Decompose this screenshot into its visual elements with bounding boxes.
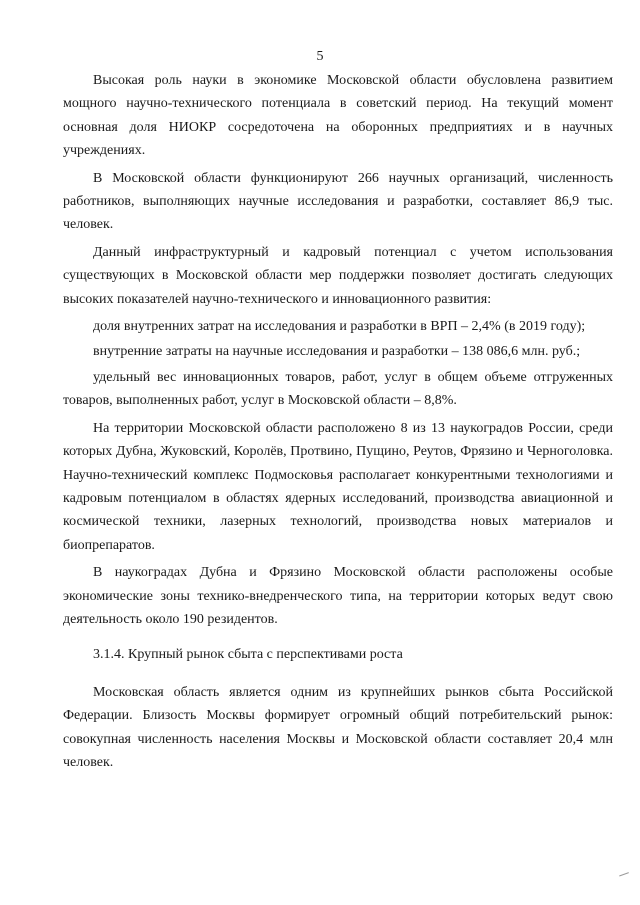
document-body [63,69,613,778]
paragraph-sales-market: Московская область является одним из крупнейших рынков сбыта Российской Федерации. Близость Москвы формирует огромный общий потребительский рынок: совокупная численность населения Москвы и Московской области составляет 20,4 млн человек. [63,684,613,770]
paragraph-innovative-goods-share: удельный вес инновационных товаров, работ, услуг в общем объеме отгруженных товаров, выполненных работ, услуг в Московской области – 8,8%. [63,369,613,409]
paragraph-special-economic-zones: В наукоградах Дубна и Фрязино Московской области расположены особые экономические зоны технико-внедренческого типа, на территории которых ведут свою деятельность около 190 резидентов. [63,565,613,627]
paragraph-science-organizations: В Московской области функционируют 266 научных организаций, численность работников, выполняющих научные исследования и разработки, составляет 86,9 тыс. человек. [63,170,613,233]
paragraph-rd-share-grp: доля внутренних затрат на исследования и разработки в ВРП – 2,4% (в 2019 году); [93,319,586,335]
paragraph-science-role: Высокая роль науки в экономике Московской области обусловлена развитием мощного научно-технического потенциала в советский период. На текущий момент основная доля НИОКР сосредоточена на оборонных предприятиях и в научных учреждениях. [63,73,613,159]
paragraph-science-cities: На территории Московской области расположено 8 из 13 наукоградов России, среди которых Дубна, Жуковский, Королёв, Протвино, Пущино, Реутов, Фрязино и Черноголовка. Научно-технический комплекс Подмосковья располагает конкурентными технологиями и кадровым потенциалом в областях ядерных исследований, производства авиационной и космической техники, лазерных технологий, производства новых материалов и биопрепаратов. [63,420,613,553]
paragraph-rd-expenditure: внутренние затраты на научные исследования и разработки – 138 086,6 млн. руб.; [93,344,581,360]
page-number: 5 [316,49,324,64]
paragraph-infrastructure-potential: Данный инфраструктурный и кадровый потенциал с учетом использования существующих в Московской области мер поддержки позволяет достигать следующих высоких показателей научно-технического и инновационного развития: [63,244,613,307]
scan-mark [617,867,629,877]
section-heading-market: 3.1.4. Крупный рынок сбыта с перспективами роста [93,647,403,663]
